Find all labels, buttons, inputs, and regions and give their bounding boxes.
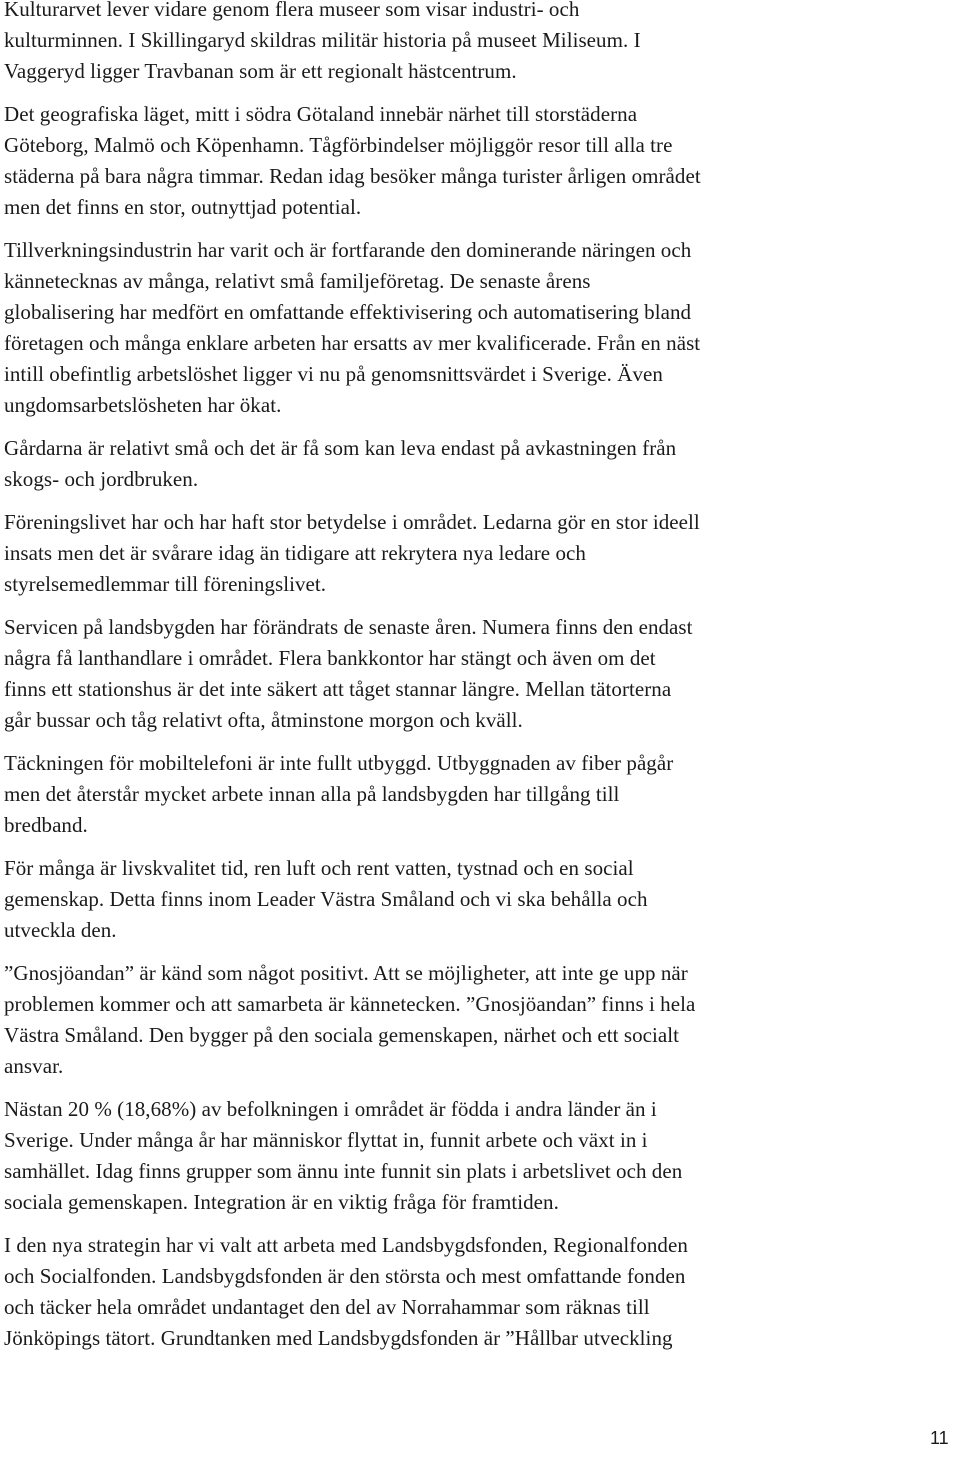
body-text	[4, 0, 954, 1366]
paragraph-cultural-heritage: Kulturarvet lever vidare genom flera museer som visar industri- och kulturminnen. I Skillingaryd skildras militär historia på museet Miliseum. I Vaggeryd ligger Travbanan som är ett regionalt hästcentrum.	[4, 0, 641, 83]
paragraph-manufacturing: Tillverkningsindustrin har varit och är fortfarande den dominerande näringen och kännetecknas av många, relativt små familjeföretag. De senaste årens globalisering har medfört en omfattande effektivisering och automatisering bland företagen och många enklare arbeten har ersatts av mer kvalificerade. Från en näst intill obefintlig arbetslöshet ligger vi nu på genomsnittsvärdet i Sverige. Även ungdomsarbetslösheten har ökat.	[4, 238, 701, 417]
paragraph-quality-of-life: För många är livskvalitet tid, ren luft och rent vatten, tystnad och en social gemenskap. Detta finns inom Leader Västra Småland och vi ska behålla och utveckla den.	[4, 856, 648, 942]
page-number: 11	[930, 1428, 949, 1448]
paragraph-integration: Nästan 20 % (18,68%) av befolkningen i området är födda i andra länder än i Sverige. Under många år har människor flyttat in, funnit arbete och växt in i samhället. Idag finns grupper som ännu inte funnit sin plats i arbetslivet och den sociala gemenskapen. Integration är en viktig fråga för framtiden.	[4, 1097, 683, 1214]
paragraph-geography: Det geografiska läget, mitt i södra Götaland innebär närhet till storstäderna Göteborg, Malmö och Köpenhamn. Tågförbindelser möjliggör resor till alla tre städerna på bara några timmar. Redan idag besöker många turister årligen området men det finns en stor, outnyttjad potential.	[4, 102, 701, 219]
paragraph-associations: Föreningslivet har och har haft stor betydelse i området. Ledarna gör en stor ideell insats men det är svårare idag än tidigare att rekrytera nya ledare och styrelsemedlemmar till föreningslivet.	[4, 510, 700, 596]
paragraph-farms: Gårdarna är relativt små och det är få som kan leva endast på avkastningen från skogs- och jordbruken.	[4, 436, 677, 491]
paragraph-strategy-funds: I den nya strategin har vi valt att arbeta med Landsbygdsfonden, Regionalfonden och Socialfonden. Landsbygdsfonden är den största och mest omfattande fonden och täcker hela området undantaget den del av Norrahammar som räknas till Jönköpings tätort. Grundtanken med Landsbygdsfonden är ”Hållbar utveckling	[4, 1233, 688, 1350]
paragraph-gnosjo-spirit: ”Gnosjöandan” är känd som något positivt. Att se möjligheter, att inte ge upp när problemen kommer och att samarbeta är kännetecken. ”Gnosjöandan” finns i hela Västra Småland. Den bygger på den sociala gemenskapen, närhet och ett socialt ansvar.	[4, 961, 696, 1078]
paragraph-rural-services: Servicen på landsbygden har förändrats de senaste åren. Numera finns den endast några få lanthandlare i området. Flera bankkontor har stängt och även om det finns ett stationshus är det inte säkert att tåget stannar längre. Mellan tätorterna går bussar och tåg relativt ofta, åtminstone morgon och kväll.	[4, 615, 693, 732]
paragraph-mobile-coverage: Täckningen för mobiltelefoni är inte fullt utbyggd. Utbyggnaden av fiber pågår men det återstår mycket arbete innan alla på landsbygden har tillgång till bredband.	[4, 751, 674, 837]
